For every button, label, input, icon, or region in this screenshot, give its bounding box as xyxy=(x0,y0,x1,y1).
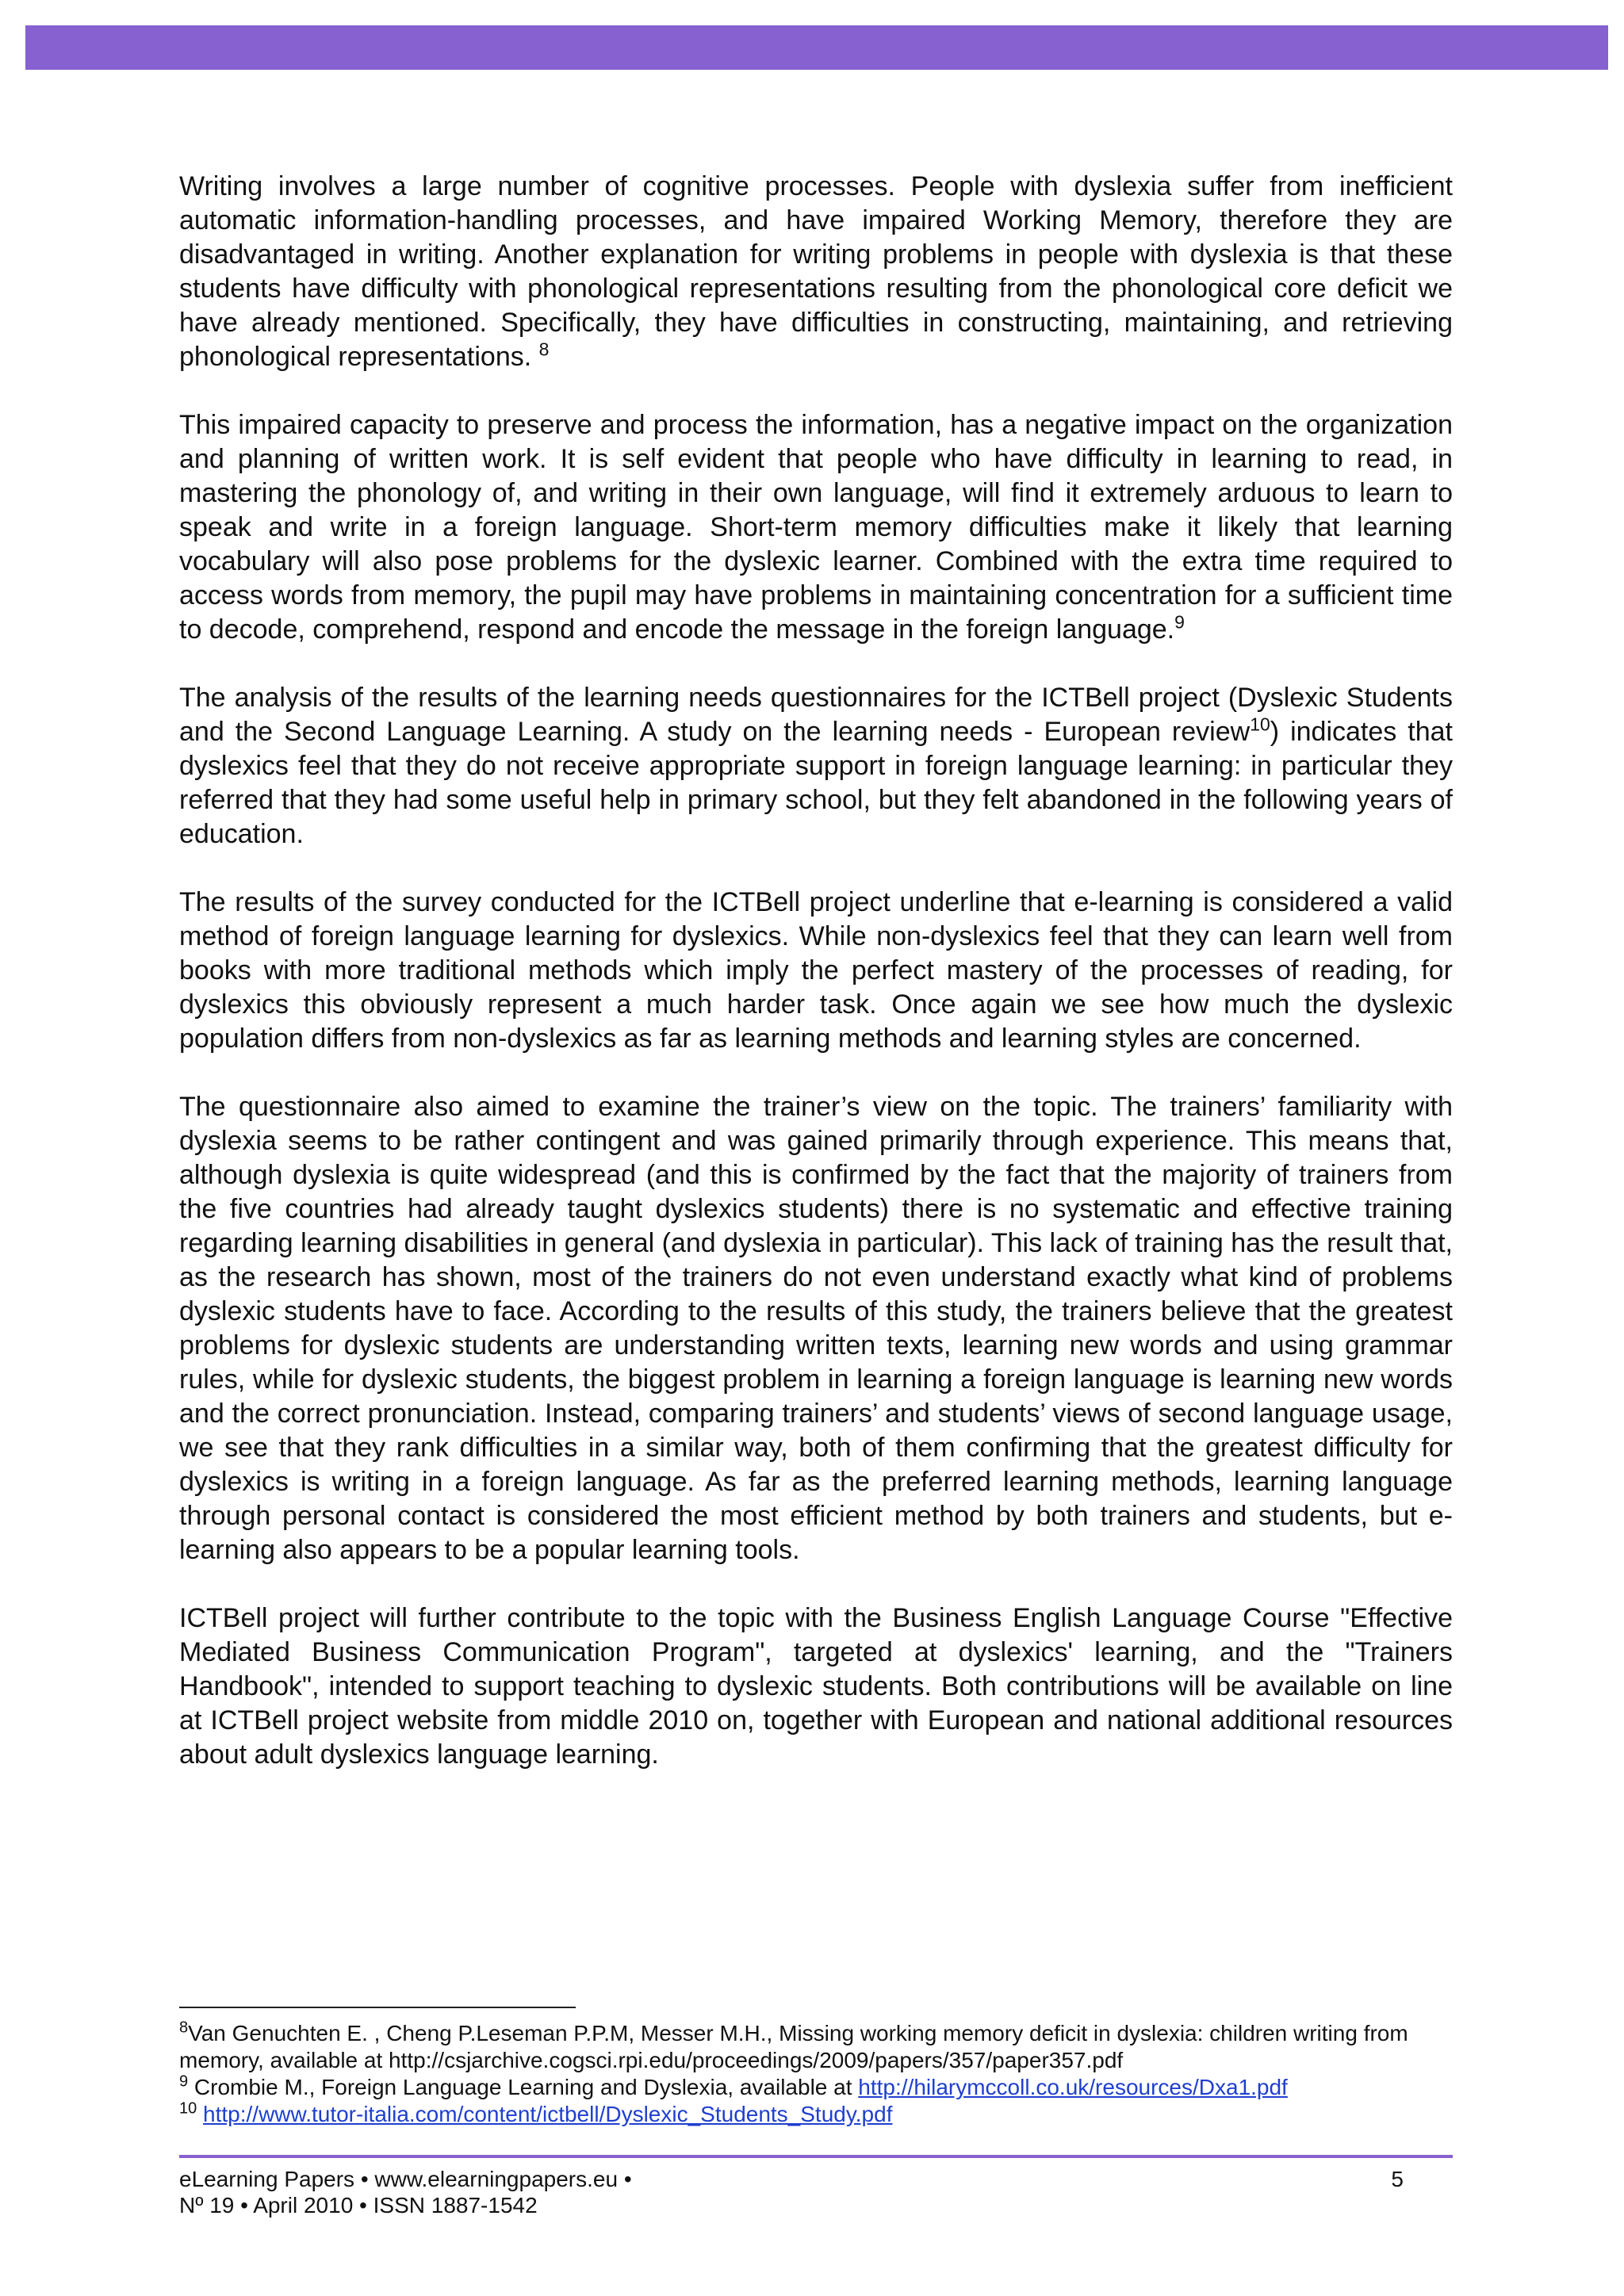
paragraph-text: The analysis of the results of the learning needs questionnaires for the ICTBell project (Dyslexic Students and the Second Language Learning. A study on the learning needs - European review xyxy=(179,683,1453,747)
footnote-link-hilarymccoll[interactable]: http://hilarymccoll.co.uk/resources/Dxa1.pdf xyxy=(858,2075,1288,2099)
paragraph-trainers-view: The questionnaire also aimed to examine the trainer’s view on the topic. The trainers’ familiarity with dyslexia seems to be rather contingent and was gained primarily through experience. This means that, although dyslexia is quite widespread (and this is confirmed by the fact that the majority of trainers from the five countries had already taught dyslexics students) there is no systematic and effective training regarding learning disabilities in general (and dyslexia in particular). This lack of training has the result that, as the research has shown, most of the trainers do not even understand exactly what kind of problems dyslexic students have to face. According to the results of this study, the trainers believe that the greatest problems for dyslexic students are understanding written texts, learning new words and using grammar rules, while for dyslexic students, the biggest problem in learning a foreign language is learning new words and the correct pronunciation. Instead, comparing trainers’ and students’ views of second language usage, we see that they rank difficulties in a similar way, both of them confirming that the greatest difficulty for dyslexics is writing in a foreign language. As far as the preferred learning methods, learning language through personal contact is considered the most efficient method by both trainers and students, but e-learning also appears to be a popular learning tools. xyxy=(179,1092,1453,1565)
page-number: 5 xyxy=(1391,2167,1404,2191)
footnote-10 xyxy=(179,2101,1480,2128)
header-accent-bar xyxy=(25,25,1608,70)
paragraph-writing-processes xyxy=(179,170,1453,374)
footer-separator xyxy=(179,2155,1453,2158)
article-body xyxy=(179,170,1453,1806)
paragraph-text: Writing involves a large number of cognitive processes. People with dyslexia suffer from inefficient automatic information-handling processes, and have impaired Working Memory, therefore they are disadvantaged in writing. Another explanation for writing problems in people with dyslexia is that these students have difficulty with phonological representations resulting from the phonological core deficit we have already mentioned. Specifically, they have difficulties in constructing, maintaining, and retrieving phonological representations. xyxy=(179,171,1453,372)
footnotes xyxy=(179,2020,1480,2128)
footnote-9 xyxy=(179,2074,1480,2101)
footnote-text: Van Genuchten E. , Cheng P.Leseman P.P.M, Messer M.H., Missing working memory deficit in dyslexia: children writing from memory, available at http://csjarchive.cogsci.rpi.edu/proceedings/2009/papers/357/paper357.pdf xyxy=(179,2021,1408,2072)
footer-issue: Nº 19 • April 2010 • ISSN 1887-1542 xyxy=(179,2193,538,2218)
footnote-number: 9 xyxy=(179,2072,189,2091)
paragraph-text: This impaired capacity to preserve and process the information, has a negative impact on the organization and planning of written work. It is self evident that people who have difficulty in learning to read, in mastering the phonology of, and writing in their own language, will find it extremely arduous to learn to speak and write in a foreign language. Short-term memory difficulties make it likely that learning vocabulary will also pose problems for the dyslexic learner. Combined with the extra time required to access words from memory, the pupil may have problems in maintaining concentration for a sufficient time to decode, comprehend, respond and encode the message in the foreign language. xyxy=(179,410,1453,645)
paragraph-impaired-capacity xyxy=(179,408,1453,647)
footnote-number: 8 xyxy=(179,2019,189,2037)
footnote-text: Crombie M., Foreign Language Learning and Dyslexia, available at xyxy=(188,2075,859,2099)
page-footer xyxy=(179,2166,1453,2218)
footnote-8 xyxy=(179,2020,1480,2074)
footnote-ref-9[interactable]: 9 xyxy=(1174,611,1185,633)
footnote-ref-10[interactable]: 10 xyxy=(1250,714,1270,735)
footnote-ref-8[interactable]: 8 xyxy=(538,339,550,360)
footer-publication: eLearning Papers • www.elearningpapers.eu • xyxy=(179,2167,632,2191)
paragraph-text-continued: ) indicates that dyslexics feel that they do not receive appropriate support in foreign language learning: in particular they referred that they had some useful help in primary school, but they felt abandoned in the following years of education. xyxy=(179,717,1453,849)
footnote-text xyxy=(197,2102,203,2126)
footnote-number: 10 xyxy=(179,2099,197,2118)
paragraph-questionnaire-analysis xyxy=(179,681,1453,851)
footnote-separator xyxy=(179,2007,576,2008)
footnote-link-tutor-italia[interactable]: http://www.tutor-italia.com/content/ictbell/Dyslexic_Students_Study.pdf xyxy=(203,2102,893,2126)
paragraph-ictbell-contribution: ICTBell project will further contribute to the topic with the Business English Language Course "Effective Mediated Business Communication Program", targeted at dyslexics' learning, and the "Trainers Handbook", intended to support teaching to dyslexic students. Both contributions will be available on line at ICTBell project website from middle 2010 on, together with European and national additional resources about adult dyslexics language learning. xyxy=(179,1603,1453,1770)
paragraph-survey-results: The results of the survey conducted for the ICTBell project underline that e-learning is considered a valid method of foreign language learning for dyslexics. While non-dyslexics feel that they can learn well from books with more traditional methods which imply the perfect mastery of the processes of reading, for dyslexics this obviously represent a much harder task. Once again we see how much the dyslexic population differs from non-dyslexics as far as learning methods and learning styles are concerned. xyxy=(179,887,1453,1054)
